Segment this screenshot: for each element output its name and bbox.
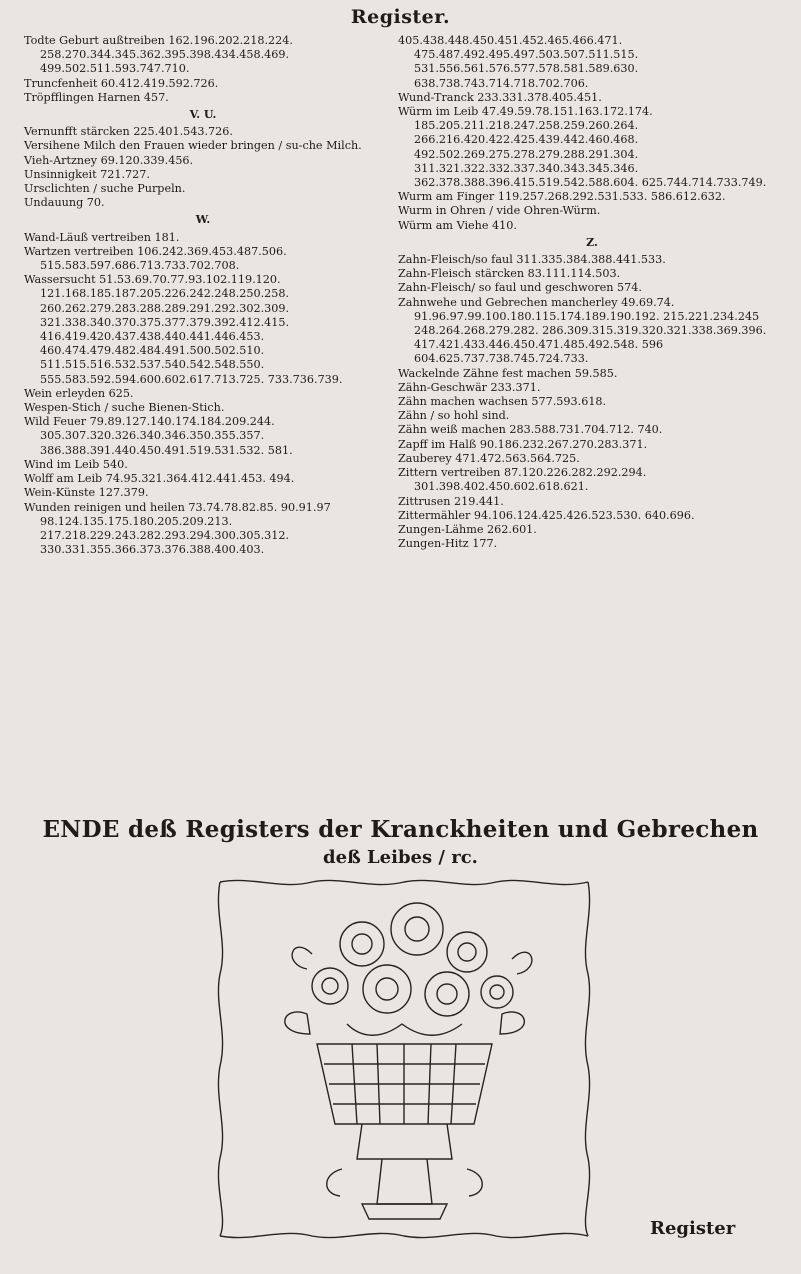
register-entry: Wurm am Finger 119.257.268.292.531.533. 586.612.632. bbox=[398, 190, 726, 204]
register-entry: Vieh-Artzney 69.120.339.456. bbox=[24, 153, 194, 167]
closing-line-2: deß Leibes / rc. bbox=[323, 847, 478, 868]
section-letter-w: W. bbox=[195, 213, 211, 227]
register-entry: Zittermähler 94.106.124.425.426.523.530. 640.696. bbox=[398, 508, 695, 522]
register-entry: Wassersucht 51.53.69.70.77.93.102.119.120. 121.168.185.187.205.226.242.248.250.258. 260.262.279.283.288.289.291.292.302.309. 321.338.340.370.375.377.379.392.412.415. 416.419.420.437.438.440.441.446.453. 460.474.479.482.484.491.500.502.510. 511.515.516.532.537.540.542.548.550. 555.583.592.594.600.602.617.713.725. 733.736.739. bbox=[24, 273, 343, 386]
register-entry: Zähn weiß machen 283.588.731.704.712. 740. bbox=[398, 423, 663, 437]
section-letter-v-u: V. U. bbox=[189, 108, 217, 122]
register-entry: Zähn / so hohl sind. bbox=[398, 409, 510, 423]
register-entry: Vernunfft stärcken 225.401.543.726. bbox=[24, 125, 233, 139]
section-letter-z: Z. bbox=[586, 235, 598, 249]
register-entry: Wund-Tranck 233.331.378.405.451. bbox=[398, 90, 602, 104]
register-entry: Wackelnde Zähne fest machen 59.585. bbox=[398, 366, 618, 380]
flower-basket-vignette bbox=[212, 874, 596, 1244]
register-column-right bbox=[398, 34, 786, 551]
register-entry: Zungen-Hitz 177. bbox=[398, 537, 498, 551]
register-entry: Wild Feuer 79.89.127.140.174.184.209.244. 305.307.320.326.340.346.350.355.357. 386.388.391.440.450.491.519.531.532. 581. bbox=[24, 415, 293, 457]
catchword: Register bbox=[650, 1218, 736, 1239]
register-entry: Tröpfflingen Harnen 457. bbox=[24, 90, 169, 104]
register-entry: Wein erleyden 625. bbox=[24, 386, 134, 400]
register-entry: Wespen-Stich / suche Bienen-Stich. bbox=[24, 401, 225, 415]
register-entry: Würm am Viehe 410. bbox=[398, 218, 517, 232]
register-entry: Zapff im Halß 90.186.232.267.270.283.371. bbox=[398, 437, 648, 451]
register-entry: Zauberey 471.472.563.564.725. bbox=[398, 451, 580, 465]
register-entry: Zungen-Lähme 262.601. bbox=[398, 522, 537, 536]
register-entry: Zahn-Fleisch stärcken 83.111.114.503. bbox=[398, 267, 621, 281]
register-entry: Wartzen vertreiben 106.242.369.453.487.506. 515.583.597.686.713.733.702.708. bbox=[24, 244, 287, 273]
register-entry: Truncfenheit 60.412.419.592.726. bbox=[24, 76, 219, 90]
register-entry: Zähn machen wachsen 577.593.618. bbox=[398, 395, 607, 409]
register-entry: Zahnwehe und Gebrechen mancherley 49.69.74. 91.96.97.99.100.180.115.174.189.190.192. 215.221.234.245 248.264.268.279.282. 286.309.315.319.320.321.338.369.396. 417.421.433.446.450.471.485.492.548. 596 604.625.737.738.745.724.733. bbox=[398, 295, 767, 366]
register-entry: Wurm in Ohren / vide Ohren-Würm. bbox=[398, 204, 601, 218]
closing-heading bbox=[0, 816, 801, 868]
register-entry: Todte Geburt außtreiben 162.196.202.218.224. 258.270.344.345.362.395.398.434.458.469. 499.502.511.593.747.710. bbox=[24, 34, 293, 76]
register-entry: Undauung 70. bbox=[24, 196, 105, 210]
register-entry: Wand-Läuß vertreiben 181. bbox=[24, 230, 180, 244]
register-entry: Zittern vertreiben 87.120.226.282.292.294. 301.398.402.450.602.618.621. bbox=[398, 466, 647, 494]
closing-line-1: ENDE deß Registers der Kranckheiten und Gebrechen bbox=[42, 816, 759, 843]
register-entry: Zittrusen 219.441. bbox=[398, 494, 504, 508]
register-entry: Würm im Leib 47.49.59.78.151.163.172.174. 185.205.211.218.247.258.259.260.264. 266.216.420.422.425.439.442.460.468. 492.502.269.275.278.279.288.291.304. 311.321.322.332.337.340.343.345.346. 362.378.388.396.415.519.542.588.604. 625.744.714.733.749. bbox=[398, 105, 767, 190]
register-column-left bbox=[24, 34, 382, 557]
register-entry: Wein-Künste 127.379. bbox=[24, 486, 149, 500]
register-entry: Zahn-Fleisch/ so faul und geschworen 574. bbox=[398, 281, 642, 295]
register-entry: Unsinnigkeit 721.727. bbox=[24, 167, 150, 181]
page-title: Register. bbox=[350, 6, 451, 28]
register-entry: Zähn-Geschwär 233.371. bbox=[398, 380, 541, 394]
register-entry: 405.438.448.450.451.452.465.466.471. 475.487.492.495.497.503.507.511.515. 531.556.561.576.577.578.581.589.630. 638.738.743.714.718.702.706. bbox=[398, 34, 639, 90]
register-entry: Zahn-Fleisch/so faul 311.335.384.388.441.533. bbox=[398, 253, 666, 267]
register-entry: Versihene Milch den Frauen wieder bringen / su-che Milch. bbox=[24, 139, 362, 153]
register-entry: Wolff am Leib 74.95.321.364.412.441.453. 494. bbox=[24, 472, 295, 486]
register-entry: Wunden reinigen und heilen 73.74.78.82.85. 90.91.97 98.124.135.175.180.205.209.213. 217.218.229.243.282.293.294.300.305.312. 330.331.355.366.373.376.388.400.403. bbox=[24, 500, 331, 557]
register-entry: Wind im Leib 540. bbox=[24, 457, 128, 471]
register-entry: Ursclichten / suche Purpeln. bbox=[24, 182, 186, 196]
